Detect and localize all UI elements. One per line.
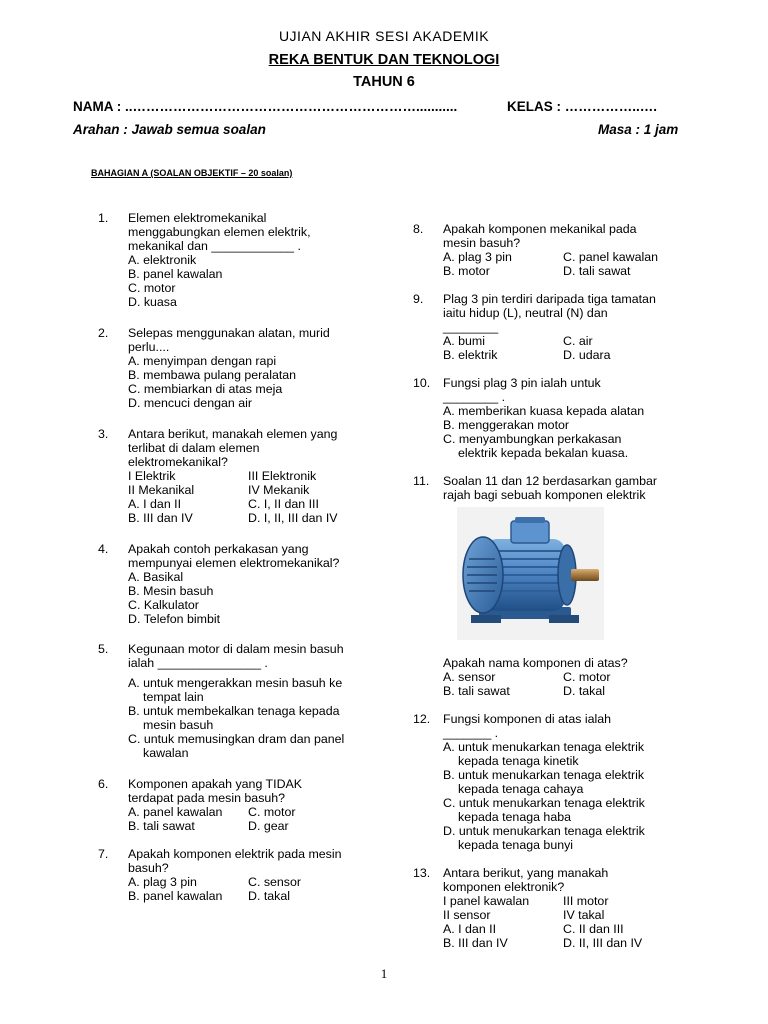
option-c: C. I, II dan III <box>248 497 319 511</box>
option-c-cont: kawalan <box>143 746 189 760</box>
option-d: D. udara <box>563 348 611 362</box>
motor-illustration <box>457 507 604 640</box>
question-number: 2. <box>98 326 109 340</box>
question-text: terlibat di dalam elemen <box>128 441 260 455</box>
option-d: D. kuasa <box>128 295 177 309</box>
question-text: mempunyai elemen elektromekanikal? <box>128 556 340 570</box>
question-text: Apakah komponen mekanikal pada <box>443 222 637 236</box>
option-d: D. II, III dan IV <box>563 936 643 950</box>
option-d: D. takal <box>563 684 606 698</box>
option-c: C. motor <box>248 805 296 819</box>
question-text: terdapat pada mesin basuh? <box>128 791 286 805</box>
question-text: menggabungkan elemen elektrik, <box>128 225 311 239</box>
option-a: A. memberikan kuasa kepada alatan <box>443 404 645 418</box>
exam-title: UJIAN AKHIR SESI AKADEMIK <box>278 28 490 44</box>
answer-blank: ________ <box>443 320 499 334</box>
question-text: Selepas menggunakan alatan, murid <box>128 326 330 340</box>
statement-iv: IV Mekanik <box>248 483 310 497</box>
answer-blank: ________ . <box>443 390 506 404</box>
statement-iii: III Elektronik <box>248 469 317 483</box>
question-number: 4. <box>98 542 109 556</box>
option-c: C. sensor <box>248 875 302 889</box>
question-number: 3. <box>98 427 109 441</box>
question-text: basuh? <box>128 861 169 875</box>
question-number: 10. <box>413 376 431 390</box>
option-b: B. III dan IV <box>128 511 193 525</box>
statement-ii: II sensor <box>443 908 491 922</box>
option-b: B. III dan IV <box>443 936 508 950</box>
option-a-cont: tempat lain <box>143 690 204 704</box>
option-d-cont: kepada tenaga bunyi <box>458 838 574 852</box>
option-c-cont: elektrik kepada bekalan kuasa. <box>458 446 629 460</box>
option-a: A. untuk menukarkan tenaga elektrik <box>443 740 645 754</box>
option-b: B. panel kawalan <box>128 889 223 903</box>
option-d: D. untuk menukarkan tenaga elektrik <box>443 824 645 838</box>
option-a: A. plag 3 pin <box>443 250 512 264</box>
question-text: Fungsi plag 3 pin ialah untuk <box>443 376 601 390</box>
statement-i: I Elektrik <box>128 469 176 483</box>
option-c: C. untuk menukarkan tenaga elektrik <box>443 796 645 810</box>
question-text: komponen elektronik? <box>443 880 565 894</box>
option-b: B. untuk menukarkan tenaga elektrik <box>443 768 645 782</box>
option-c: C. motor <box>128 281 176 295</box>
question-text: Apakah contoh perkakasan yang <box>128 542 309 556</box>
statement-i: I panel kawalan <box>443 894 530 908</box>
option-c: C. Kalkulator <box>128 598 199 612</box>
option-b-cont: mesin basuh <box>143 718 214 732</box>
option-d: D. mencuci dengan air <box>128 396 252 410</box>
question-text: Soalan 11 dan 12 berdasarkan gambar <box>443 474 658 488</box>
option-a: A. elektronik <box>128 253 197 267</box>
option-c-cont: kepada tenaga haba <box>458 810 571 824</box>
option-b: B. elektrik <box>443 348 498 362</box>
option-b-cont: kepada tenaga cahaya <box>458 782 584 796</box>
question-number: 7. <box>98 847 109 861</box>
option-c: C. panel kawalan <box>563 250 659 264</box>
option-c: C. air <box>563 334 593 348</box>
option-b: B. untuk membekalkan tenaga kepada <box>128 704 340 718</box>
option-a: A. panel kawalan <box>128 805 223 819</box>
option-a: A. sensor <box>443 670 496 684</box>
option-b: B. Mesin basuh <box>128 584 214 598</box>
year-title: TAHUN 6 <box>353 74 415 90</box>
instructions: Arahan : Jawab semua soalan <box>73 122 266 137</box>
section-title: BAHAGIAN A (SOALAN OBJEKTIF – 20 soalan) <box>91 168 293 178</box>
question-text: Antara berikut, manakah elemen yang <box>128 427 338 441</box>
duration: Masa : 1 jam <box>598 122 679 137</box>
option-a: A. menyimpan dengan rapi <box>128 354 277 368</box>
question-text: mekanikal dan ____________ . <box>128 239 301 253</box>
option-a: A. bumi <box>443 334 486 348</box>
name-field: NAMA : ..………………………………………………………........... <box>73 99 458 114</box>
option-b: B. panel kawalan <box>128 267 223 281</box>
question-text: perlu.... <box>128 340 170 354</box>
option-d: D. gear <box>248 819 289 833</box>
question-text: Plag 3 pin terdiri daripada tiga tamatan <box>443 292 656 306</box>
question-number: 6. <box>98 777 109 791</box>
question-text: Kegunaan motor di dalam mesin basuh <box>128 642 344 656</box>
question-text: iaitu hidup (L), neutral (N) dan <box>443 306 608 320</box>
option-b: B. membawa pulang peralatan <box>128 368 297 382</box>
option-c: C. motor <box>563 670 611 684</box>
question-number: 13. <box>413 866 431 880</box>
option-a: A. I dan II <box>128 497 182 511</box>
statement-iii: III motor <box>563 894 609 908</box>
question-text: rajah bagi sebuah komponen elektrik <box>443 488 646 502</box>
question-text: mesin basuh? <box>443 236 521 250</box>
question-number: 5. <box>98 642 109 656</box>
question-text: Apakah komponen elektrik pada mesin <box>128 847 342 861</box>
option-a: A. Basikal <box>128 570 184 584</box>
question-text: Apakah nama komponen di atas? <box>443 656 628 670</box>
option-a-cont: kepada tenaga kinetik <box>458 754 579 768</box>
question-text: Komponen apakah yang TIDAK <box>128 777 303 791</box>
option-c: C. menyambungkan perkakasan <box>443 432 622 446</box>
option-c: C. untuk memusingkan dram dan panel <box>128 732 345 746</box>
option-b: B. motor <box>443 264 490 278</box>
option-b: B. tali sawat <box>443 684 510 698</box>
option-d: D. takal <box>248 889 291 903</box>
option-b: B. tali sawat <box>128 819 195 833</box>
answer-blank: _______ . <box>443 726 499 740</box>
option-a: A. I dan II <box>443 922 497 936</box>
option-a: A. plag 3 pin <box>128 875 197 889</box>
question-number: 11. <box>413 474 430 488</box>
question-text: Elemen elektromekanikal <box>128 211 267 225</box>
option-d: D. tali sawat <box>563 264 631 278</box>
question-number: 1. <box>98 211 109 225</box>
option-a: A. untuk mengerakkan mesin basuh ke <box>128 676 343 690</box>
option-d: D. I, II, III dan IV <box>248 511 338 525</box>
question-number: 8. <box>413 222 424 236</box>
statement-ii: II Mekanikal <box>128 483 195 497</box>
option-c: C. II dan III <box>563 922 624 936</box>
subject-title: REKA BENTUK DAN TEKNOLOGI <box>268 52 500 68</box>
question-text: Antara berikut, yang manakah <box>443 866 609 880</box>
page-number: 1 <box>380 966 388 981</box>
option-b: B. menggerakan motor <box>443 418 570 432</box>
statement-iv: IV takal <box>563 908 605 922</box>
question-number: 12. <box>413 712 431 726</box>
question-number: 9. <box>413 292 424 306</box>
option-c: C. membiarkan di atas meja <box>128 382 283 396</box>
class-field: KELAS : ……………..…. <box>507 99 658 114</box>
question-text: Fungsi komponen di atas ialah <box>443 712 612 726</box>
question-text: ialah _______________ . <box>128 656 268 670</box>
question-text: elektromekanikal? <box>128 455 228 469</box>
electric-motor-photo <box>457 507 604 640</box>
option-d: D. Telefon bimbit <box>128 612 221 626</box>
